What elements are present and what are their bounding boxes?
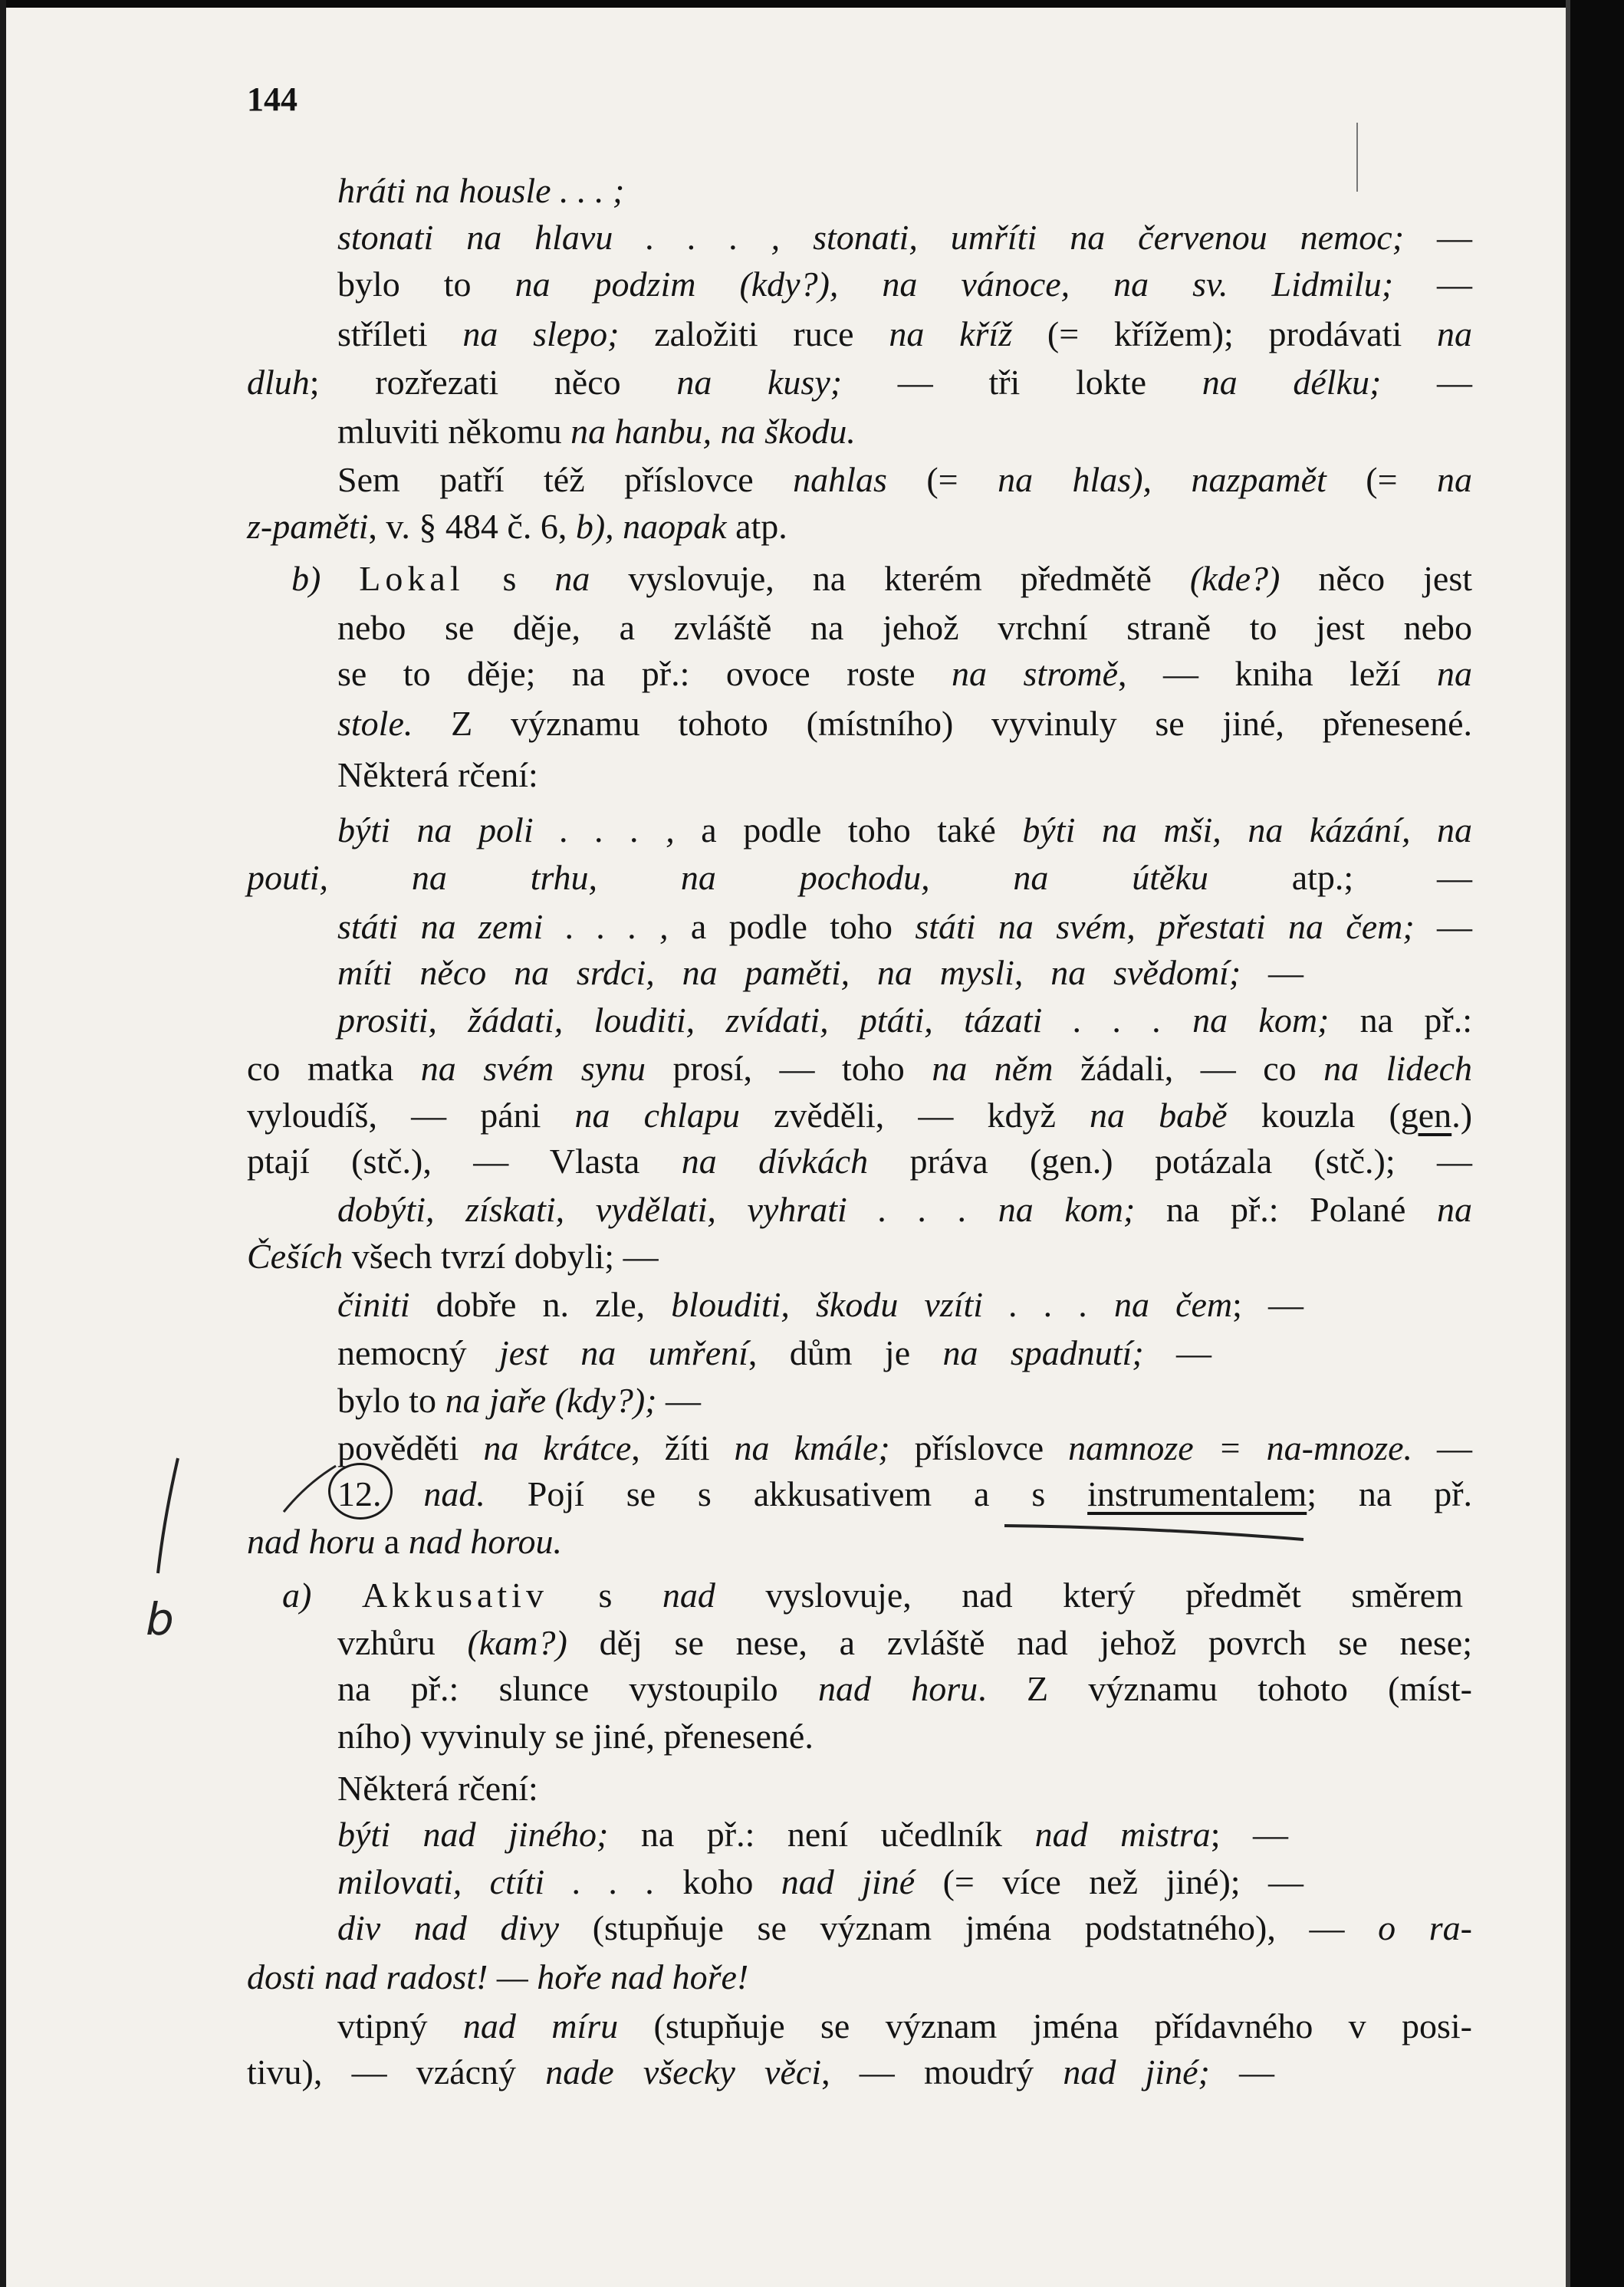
text-span: (= křížem); prodávati xyxy=(1012,314,1437,353)
italic-text: nahlas xyxy=(793,460,887,499)
text-span: práva (gen.) potázala (stč.); — xyxy=(868,1142,1473,1181)
italic-text: na délku; xyxy=(1202,363,1382,402)
italic-text: na xyxy=(1437,460,1473,499)
text-span: nemocný xyxy=(337,1333,499,1372)
text-span: s xyxy=(464,559,555,598)
text-span: s xyxy=(547,1576,662,1615)
text-span: Některá rčení: xyxy=(337,755,538,794)
text-span: tivu), — vzácný xyxy=(247,2052,546,2091)
text-span: ; — xyxy=(1210,1815,1288,1854)
text-span: prosí, — toho xyxy=(646,1049,932,1088)
italic-text: hráti na housle . . . ; xyxy=(337,171,625,210)
page-number: 144 xyxy=(247,81,298,118)
text-span: koho xyxy=(654,1862,781,1901)
italic-text: nade všecky věci xyxy=(545,2052,822,2091)
text-span: (stupňuje se význam jména podstatného), — xyxy=(559,1908,1379,1947)
italic-text: na kusy; xyxy=(676,363,843,402)
italic-text: z-paměti xyxy=(247,507,369,546)
text-span: Sem patří též příslovce xyxy=(337,460,794,499)
text-span: vyloudíš, — páni xyxy=(247,1096,575,1135)
text-span: — tři lokte xyxy=(842,363,1202,402)
underlined-text: gen xyxy=(1400,1096,1452,1135)
italic-text: o ra- xyxy=(1378,1908,1472,1947)
text-span: na př.: slunce vystoupilo xyxy=(337,1669,818,1708)
text-span: bylo to xyxy=(337,265,515,304)
text-span: (stupňuje se význam jména přídavného v posi- xyxy=(618,2006,1472,2045)
italic-text: na něm xyxy=(932,1049,1054,1088)
text-span: atp. xyxy=(726,507,787,546)
text-span: (= více než jiné); — xyxy=(915,1862,1303,1901)
underlined-text: instrumentalem xyxy=(1087,1474,1307,1513)
text-span: děj se nese, a zvláště nad jehož povrch se nese; xyxy=(567,1623,1472,1662)
text-span: ního) vyvinuly se jiné, přenesené. xyxy=(337,1717,814,1756)
text-span: ptají (stč.), — Vlasta xyxy=(247,1142,682,1181)
italic-text: na chlapu xyxy=(574,1096,740,1135)
text-span: zvěděli, — když xyxy=(739,1096,1090,1135)
margin-handwritten-letter: b xyxy=(146,1593,174,1645)
italic-text: na hlas), nazpamět xyxy=(998,460,1326,499)
italic-text: státi na zemi . . . , xyxy=(337,907,669,946)
italic-text: b) xyxy=(291,559,321,598)
text-span: kouzla ( xyxy=(1227,1096,1401,1135)
italic-text: Češích xyxy=(247,1237,344,1276)
italic-text: nad horu xyxy=(817,1669,978,1708)
section-number-circle xyxy=(328,1463,393,1520)
text-span: vyslovuje, na kterém předmětě xyxy=(590,559,1190,598)
text-span: — xyxy=(1393,265,1473,304)
text-span: .) xyxy=(1451,1096,1473,1135)
text-span: , v. § 484 č. 6, xyxy=(368,507,576,546)
text-span: Z významu tohoto (místního) vyvinuly se jiné, přenesené. xyxy=(413,704,1472,743)
text-span: — xyxy=(1241,953,1304,992)
italic-text: nad xyxy=(662,1576,715,1615)
text-span: na př.: Polané xyxy=(1135,1190,1437,1229)
text-span: — xyxy=(1412,1428,1473,1467)
italic-text: pouti, na trhu, na pochodu, na útěku xyxy=(247,858,1208,897)
text-span: na př.: xyxy=(1329,1001,1473,1040)
italic-text: stonati na hlavu . . . , stonati, umříti na červenou nemoc; xyxy=(337,218,1405,257)
text-span: na př.: není učedlník xyxy=(608,1815,1035,1854)
italic-text: na xyxy=(554,559,590,598)
text-span: dobře n. zle, xyxy=(409,1285,672,1324)
italic-text: na jaře (kdy?); xyxy=(445,1381,657,1420)
text-span: a podle toho také xyxy=(674,810,1023,849)
italic-text: býti na mši, na kázání, na xyxy=(1022,810,1472,849)
italic-text: na kříž xyxy=(889,314,1013,353)
text-span: Pojí se s akkusativem a s xyxy=(485,1474,1088,1513)
italic-text: prositi, žádati, louditi, zvídati, ptáti, tázati . . . na kom; xyxy=(337,1001,1330,1040)
text-span: . Z významu tohoto (míst- xyxy=(978,1669,1473,1708)
italic-text: blouditi, škodu vzíti . . . na čem xyxy=(671,1285,1233,1324)
text-span: , — kniha leží xyxy=(1118,654,1437,693)
text-span: ; rozřezati něco xyxy=(309,363,677,402)
italic-text: (kam?) xyxy=(467,1623,567,1662)
italic-text: dluh xyxy=(247,363,310,402)
text-span: pověděti xyxy=(337,1428,484,1467)
text-span: — xyxy=(656,1381,701,1420)
text-span: — xyxy=(1381,363,1472,402)
italic-text: na lidech xyxy=(1323,1049,1473,1088)
italic-text: na hanbu, na škodu. xyxy=(570,412,856,451)
italic-text: nad mistra xyxy=(1034,1815,1211,1854)
text-span: — xyxy=(1404,218,1472,257)
pencil-underline-stroke xyxy=(1004,1526,1303,1539)
text-span: atp.; — xyxy=(1208,858,1472,897)
text-span: co matka xyxy=(247,1049,421,1088)
text-span: mluviti někomu xyxy=(337,412,571,451)
italic-text: dosti nad radost! — hoře nad hoře! xyxy=(247,1957,749,1996)
margin-pencil-line xyxy=(158,1458,178,1573)
italic-text: jest na umření xyxy=(498,1333,748,1372)
spaced-text: Akkusativ xyxy=(361,1576,548,1615)
text-span: — xyxy=(1209,2052,1275,2091)
text-span: všech tvrzí dobyli; — xyxy=(343,1237,659,1276)
text-span: (= xyxy=(1326,460,1438,499)
italic-text: na xyxy=(1437,654,1472,693)
italic-text: nad horou. xyxy=(408,1522,563,1561)
italic-text: dobýti, získati, vydělati, vyhrati . . . na kom; xyxy=(337,1190,1136,1229)
italic-text: na krátce xyxy=(483,1428,632,1467)
italic-text: na stromě xyxy=(952,654,1119,693)
italic-text: milovati, ctíti . . . xyxy=(337,1862,655,1901)
text-span: vtipný xyxy=(337,2006,463,2045)
italic-text: státi na svém, přestati na čem; xyxy=(915,907,1415,946)
text-span: (= xyxy=(886,460,998,499)
italic-text: na svém synu xyxy=(420,1049,646,1088)
text-span: , žíti xyxy=(631,1428,735,1467)
italic-text: b), naopak xyxy=(575,507,727,546)
text-span: vyslovuje, nad který předmět směrem xyxy=(715,1576,1464,1615)
italic-text: nad jiné; xyxy=(1063,2052,1210,2091)
italic-text: na kmále; xyxy=(734,1428,890,1467)
italic-text: býti na poli . . . , xyxy=(337,810,675,849)
italic-text: stole. xyxy=(337,704,413,743)
text-span: 12. xyxy=(337,1474,424,1513)
text-span: ; — xyxy=(1232,1285,1304,1324)
text-span: , dům je xyxy=(748,1333,943,1372)
italic-text: nad jiné xyxy=(781,1862,916,1901)
italic-text: (kde?) xyxy=(1189,559,1280,598)
text-span: — xyxy=(1414,907,1473,946)
text-span: příslovce xyxy=(889,1428,1069,1467)
text-span: žádali, — co xyxy=(1053,1049,1324,1088)
text-span: stříleti xyxy=(337,314,463,353)
text-span: Některá rčení: xyxy=(337,1769,538,1808)
italic-text: činiti xyxy=(337,1285,410,1324)
text-span: se to děje; na př.: ovoce roste xyxy=(337,654,952,693)
text-span: , — moudrý xyxy=(821,2052,1063,2091)
italic-text: na slepo; xyxy=(462,314,620,353)
text-span: bylo to xyxy=(337,1381,445,1420)
italic-text: nad horu xyxy=(247,1522,376,1561)
italic-text: býti nad jiného; xyxy=(337,1815,609,1854)
spaced-text: Lokal xyxy=(359,559,465,598)
text-span: a podle toho xyxy=(668,907,916,946)
text-span: — xyxy=(1143,1333,1212,1372)
italic-text: nad. xyxy=(423,1474,485,1513)
text-span: nebo se děje, a zvláště na jehož vrchní straně to jest nebo xyxy=(337,608,1472,647)
italic-text: na podzim (kdy?), na vánoce, na sv. Lidmilu; xyxy=(514,265,1394,304)
italic-text: míti něco na srdci, na paměti, na mysli, na svědomí; xyxy=(337,953,1241,992)
text-span: něco jest xyxy=(1280,559,1472,598)
text-span: vzhůru xyxy=(337,1623,468,1662)
text-span: ; na př. xyxy=(1307,1474,1473,1513)
italic-text: div nad divy xyxy=(337,1908,560,1947)
text-span: a xyxy=(375,1522,409,1561)
italic-text: a) xyxy=(282,1576,312,1615)
italic-text: nad míru xyxy=(462,2006,619,2045)
italic-text: namnoze = na-mnoze. xyxy=(1068,1428,1413,1467)
italic-text: na babě xyxy=(1090,1096,1228,1135)
text-span: založiti ruce xyxy=(619,314,889,353)
italic-text: na xyxy=(1437,314,1472,353)
italic-text: na spadnutí; xyxy=(942,1333,1144,1372)
italic-text: na xyxy=(1437,1190,1472,1229)
italic-text: na dívkách xyxy=(681,1142,869,1181)
